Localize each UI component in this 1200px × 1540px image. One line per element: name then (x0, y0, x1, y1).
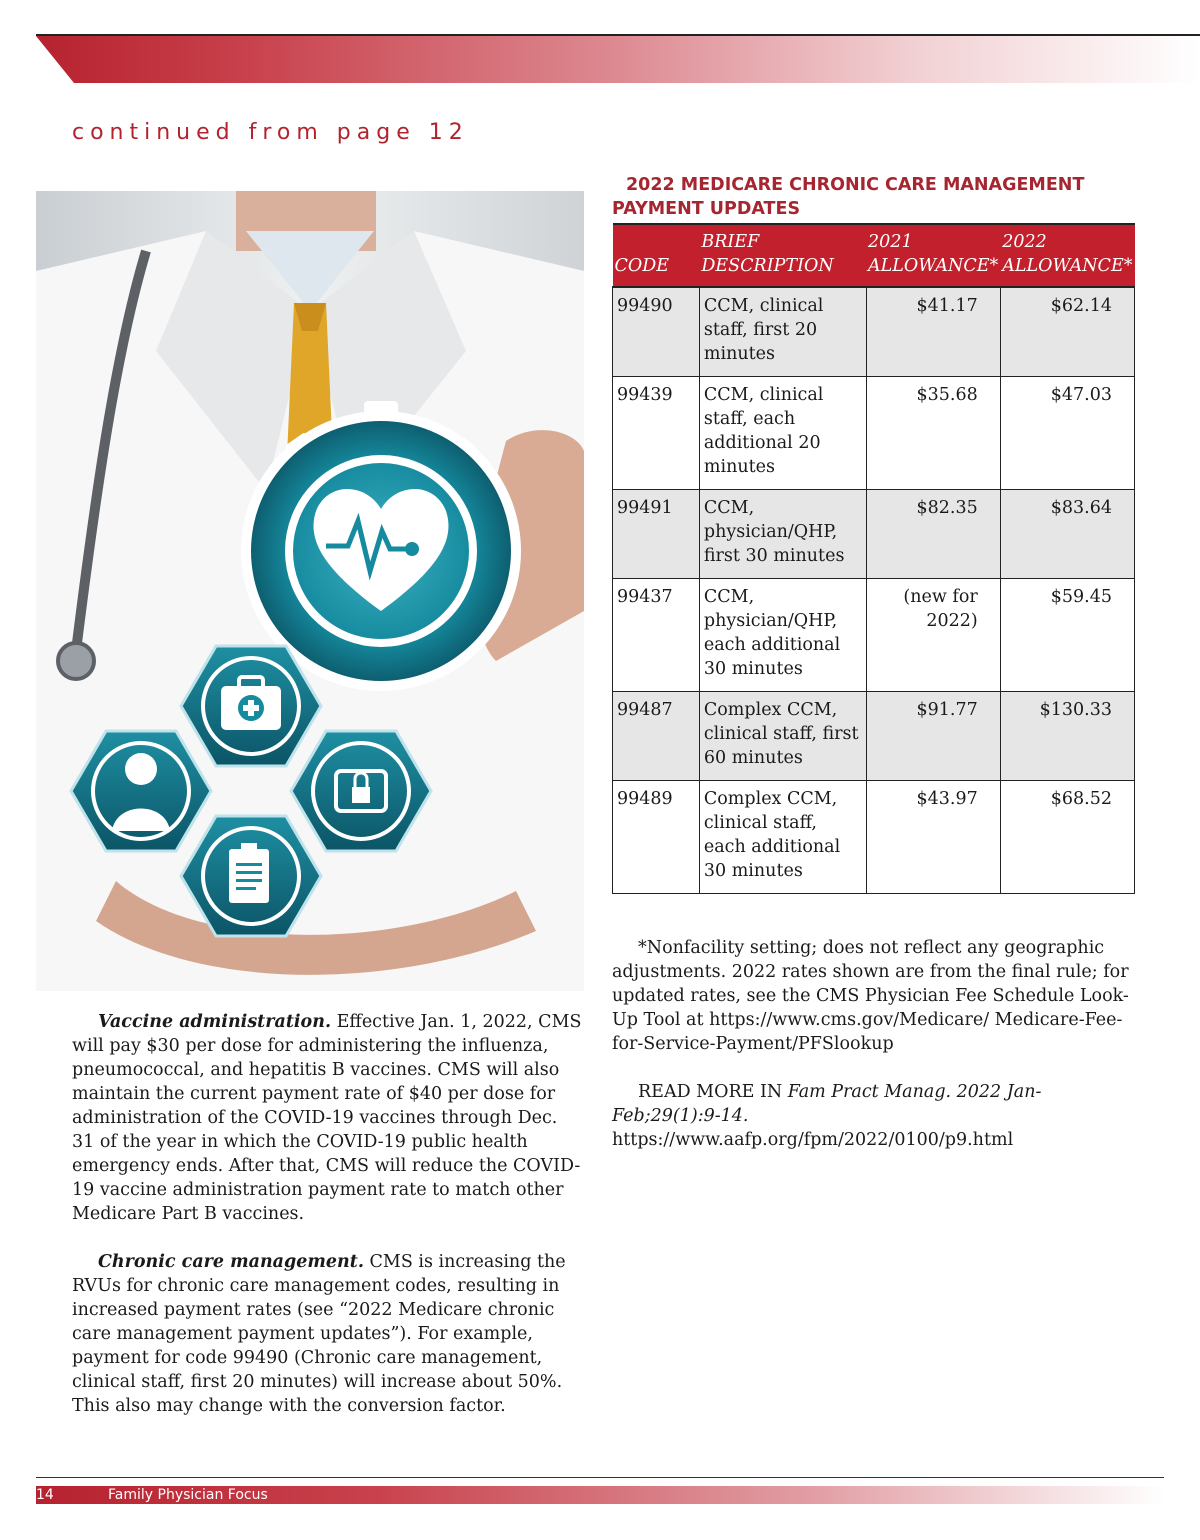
table-row (613, 287, 1135, 377)
table-row (613, 377, 1135, 490)
table-row (613, 781, 1135, 894)
citation: Fam Pract Manag. 2022 Jan-Feb;29(1):9-14. (612, 1082, 1042, 1126)
description-cell: Complex CCM, clinical staff, each additional 30 minutes (699, 781, 866, 894)
page-number: 14 (36, 1487, 54, 1503)
ccm-heading: Chronic care management. (98, 1252, 364, 1272)
code-cell: 99489 (613, 781, 700, 894)
header-2021-allowance: 2021 ALLOWANCE* (866, 224, 1000, 287)
allowance-2022-cell: $83.64 (1000, 490, 1134, 579)
allowance-2022-cell: $47.03 (1000, 377, 1134, 490)
header-code: CODE (613, 224, 700, 287)
table-row (613, 692, 1135, 781)
allowance-2022-cell: $59.45 (1000, 579, 1134, 692)
read-more-label: READ MORE IN (638, 1082, 788, 1102)
table-title (612, 173, 1152, 221)
allowance-2021-cell: (new for 2022) (866, 579, 1000, 692)
description-cell: CCM, physician/QHP, first 30 minutes (699, 490, 866, 579)
code-cell: 99437 (613, 579, 700, 692)
code-cell: 99487 (613, 692, 700, 781)
ccm-payment-table (612, 223, 1135, 894)
table-row (613, 579, 1135, 692)
allowance-2022-cell: $62.14 (1000, 287, 1134, 377)
ccm-body: CMS is increasing the RVUs for chronic care management codes, resulting in increased payment rates (see “2022 Medicare chronic care management payment updates”). For example, payment for code 99490 (Chronic care management, clinical staff, first 20 minutes) will increase about 50%. This also may change with the conversion factor. (72, 1252, 566, 1416)
allowance-2022-cell: $68.52 (1000, 781, 1134, 894)
description-cell: CCM, clinical staff, each additional 20 minutes (699, 377, 866, 490)
header-description: BRIEF DESCRIPTION (699, 224, 866, 287)
continued-label: continued from page 12 (72, 120, 469, 145)
table-header-row (613, 224, 1135, 287)
footer-rule (36, 1477, 1164, 1478)
table-title-line1: 2022 MEDICARE CHRONIC CARE MANAGEMENT (626, 175, 1085, 195)
allowance-2021-cell: $91.77 (866, 692, 1000, 781)
code-cell: 99439 (613, 377, 700, 490)
description-cell: CCM, clinical staff, first 20 minutes (699, 287, 866, 377)
read-more (612, 1080, 1142, 1152)
code-cell: 99490 (613, 287, 700, 377)
table-title-line2: PAYMENT UPDATES (612, 199, 801, 219)
vaccine-heading: Vaccine administration. (98, 1012, 332, 1032)
left-column-text (72, 1010, 584, 1442)
article-link[interactable]: https://www.aafp.org/fpm/2022/0100/p9.html (612, 1130, 1014, 1150)
vaccine-paragraph (72, 1010, 584, 1226)
doctor-illustration (36, 191, 584, 991)
vaccine-body: Effective Jan. 1, 2022, CMS will pay $30 per dose for administering the influenza, pneumococcal, and hepatitis B vaccines. CMS will also maintain the current payment rate of $40 per dose for administration of the COVID-19 vaccines through Dec. 31 of the year in which the COVID-19 public health emergency ends. After that, CMS will reduce the COVID-19 vaccine administration payment rate to match other Medicare Part B vaccines. (72, 1012, 582, 1224)
header-band (36, 36, 1200, 83)
allowance-2021-cell: $35.68 (866, 377, 1000, 490)
ccm-paragraph (72, 1250, 584, 1418)
publication-name: Family Physician Focus (108, 1487, 268, 1503)
description-cell: CCM, physician/QHP, each additional 30 minutes (699, 579, 866, 692)
table-row (613, 490, 1135, 579)
header-rule (36, 34, 1200, 36)
table-footnote: *Nonfacility setting; does not reflect any geographic adjustments. 2022 rates shown are from the final rule; for updated rates, see the CMS Physician Fee Schedule Look-Up Tool at https://www.cms.gov/Medicare/ Medicare-Fee-for-Service-Payment/PFSlookup (612, 938, 1129, 1054)
description-cell: Complex CCM, clinical staff, first 60 minutes (699, 692, 866, 781)
code-cell: 99491 (613, 490, 700, 579)
allowance-2021-cell: $82.35 (866, 490, 1000, 579)
allowance-2022-cell: $130.33 (1000, 692, 1134, 781)
right-column-text (612, 936, 1142, 1176)
header-2022-allowance: 2022 ALLOWANCE* (1000, 224, 1134, 287)
allowance-2021-cell: $43.97 (866, 781, 1000, 894)
allowance-2021-cell: $41.17 (866, 287, 1000, 377)
